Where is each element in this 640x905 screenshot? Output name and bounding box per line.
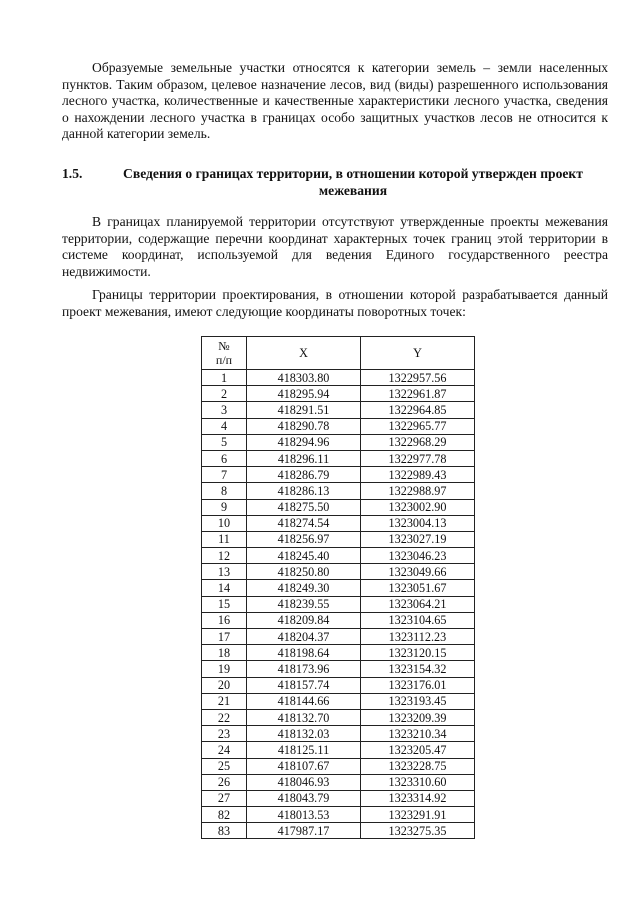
cell-number: 19 (202, 661, 247, 677)
table-row (202, 434, 475, 450)
cell-y: 1323310.60 (361, 774, 475, 790)
cell-x: 418245.40 (247, 548, 361, 564)
table-header-row (202, 337, 475, 370)
cell-y: 1323209.39 (361, 709, 475, 725)
table-row (202, 612, 475, 628)
cell-x: 418274.54 (247, 515, 361, 531)
cell-x: 418286.79 (247, 467, 361, 483)
cell-number: 7 (202, 467, 247, 483)
table-row (202, 467, 475, 483)
cell-number: 17 (202, 629, 247, 645)
table-row (202, 823, 475, 839)
cell-y: 1323154.32 (361, 661, 475, 677)
paragraph-no-approved-projects: В границах планируемой территории отсутствуют утвержденные проекты межевания территории, содержащие перечни координат характерных точек границ этой территории в системе координат, используемой для ведения Единого государственного реестра недвижимости. (62, 214, 608, 279)
cell-number: 3 (202, 402, 247, 418)
cell-x: 418296.11 (247, 450, 361, 466)
table-row (202, 661, 475, 677)
cell-number: 2 (202, 386, 247, 402)
cell-y: 1322968.29 (361, 434, 475, 450)
cell-number: 23 (202, 726, 247, 742)
cell-y: 1322977.78 (361, 450, 475, 466)
table-row (202, 629, 475, 645)
cell-number: 4 (202, 418, 247, 434)
header-number-label: п/п (215, 353, 233, 367)
table-row (202, 726, 475, 742)
table-row (202, 370, 475, 386)
cell-x: 418144.66 (247, 693, 361, 709)
table-row (202, 645, 475, 661)
cell-y: 1323112.23 (361, 629, 475, 645)
header-x: X (247, 337, 361, 370)
cell-y: 1322988.97 (361, 483, 475, 499)
table-row (202, 758, 475, 774)
cell-number: 27 (202, 790, 247, 806)
cell-number: 25 (202, 758, 247, 774)
cell-x: 418209.84 (247, 612, 361, 628)
header-y: Y (361, 337, 475, 370)
cell-y: 1323314.92 (361, 790, 475, 806)
table-row (202, 548, 475, 564)
cell-x: 418125.11 (247, 742, 361, 758)
cell-x: 418132.03 (247, 726, 361, 742)
table-row (202, 693, 475, 709)
cell-x: 418239.55 (247, 596, 361, 612)
cell-x: 418204.37 (247, 629, 361, 645)
table-row (202, 499, 475, 515)
paragraph-boundary-coordinates-intro: Границы территории проектирования, в отношении которой разрабатывается данный проект межевания, имеют следующие координаты поворотных точек: (62, 287, 608, 319)
cell-y: 1323051.67 (361, 580, 475, 596)
cell-y: 1323004.13 (361, 515, 475, 531)
coordinates-table (201, 336, 475, 839)
cell-number: 20 (202, 677, 247, 693)
cell-y: 1323193.45 (361, 693, 475, 709)
cell-number: 82 (202, 807, 247, 823)
table-row (202, 402, 475, 418)
cell-x: 417987.17 (247, 823, 361, 839)
cell-y: 1323176.01 (361, 677, 475, 693)
cell-x: 418275.50 (247, 499, 361, 515)
table-row (202, 483, 475, 499)
table-row (202, 596, 475, 612)
cell-y: 1323002.90 (361, 499, 475, 515)
cell-number: 12 (202, 548, 247, 564)
cell-x: 418173.96 (247, 661, 361, 677)
table-row (202, 418, 475, 434)
header-number (202, 337, 247, 370)
cell-x: 418249.30 (247, 580, 361, 596)
cell-number: 15 (202, 596, 247, 612)
table-row (202, 531, 475, 547)
cell-y: 1323228.75 (361, 758, 475, 774)
cell-y: 1323104.65 (361, 612, 475, 628)
table-row (202, 742, 475, 758)
table-row (202, 807, 475, 823)
cell-y: 1323275.35 (361, 823, 475, 839)
coordinates-table-body (202, 370, 475, 839)
cell-number: 9 (202, 499, 247, 515)
cell-y: 1323291.91 (361, 807, 475, 823)
cell-x: 418295.94 (247, 386, 361, 402)
cell-number: 21 (202, 693, 247, 709)
table-row (202, 580, 475, 596)
cell-number: 83 (202, 823, 247, 839)
table-row (202, 564, 475, 580)
cell-y: 1323064.21 (361, 596, 475, 612)
paragraph-land-category: Образуемые земельные участки относятся к категории земель – земли населенных пунктов. Таким образом, целевое назначение лесов, вид (виды) разрешенного использования лесного участка, количественные и качественные характеристики лесного участка, сведения о нахождении лесного участка в границах особо защитных участков лесов не относится к данной категории земель. (62, 60, 608, 142)
cell-x: 418013.53 (247, 807, 361, 823)
cell-number: 14 (202, 580, 247, 596)
table-row (202, 515, 475, 531)
cell-number: 10 (202, 515, 247, 531)
section-title: Сведения о границах территории, в отношении которой утвержден проект межевания (123, 166, 583, 198)
cell-y: 1323205.47 (361, 742, 475, 758)
cell-x: 418043.79 (247, 790, 361, 806)
cell-x: 418250.80 (247, 564, 361, 580)
cell-y: 1322965.77 (361, 418, 475, 434)
table-row (202, 709, 475, 725)
cell-y: 1323027.19 (361, 531, 475, 547)
cell-x: 418132.70 (247, 709, 361, 725)
cell-x: 418198.64 (247, 645, 361, 661)
cell-y: 1323120.15 (361, 645, 475, 661)
cell-x: 418291.51 (247, 402, 361, 418)
table-row (202, 774, 475, 790)
cell-number: 16 (202, 612, 247, 628)
section-heading (62, 166, 608, 199)
cell-y: 1323046.23 (361, 548, 475, 564)
cell-y: 1323210.34 (361, 726, 475, 742)
cell-x: 418256.97 (247, 531, 361, 547)
table-row (202, 790, 475, 806)
cell-x: 418286.13 (247, 483, 361, 499)
cell-number: 18 (202, 645, 247, 661)
table-row (202, 450, 475, 466)
cell-y: 1322964.85 (361, 402, 475, 418)
cell-number: 26 (202, 774, 247, 790)
cell-x: 418046.93 (247, 774, 361, 790)
cell-number: 1 (202, 370, 247, 386)
cell-x: 418290.78 (247, 418, 361, 434)
cell-y: 1322957.56 (361, 370, 475, 386)
cell-x: 418107.67 (247, 758, 361, 774)
section-number: 1.5. (62, 166, 83, 181)
header-number-symbol: № (218, 339, 230, 353)
cell-y: 1322989.43 (361, 467, 475, 483)
cell-x: 418157.74 (247, 677, 361, 693)
table-row (202, 677, 475, 693)
cell-number: 11 (202, 531, 247, 547)
cell-x: 418303.80 (247, 370, 361, 386)
cell-x: 418294.96 (247, 434, 361, 450)
cell-number: 8 (202, 483, 247, 499)
cell-number: 24 (202, 742, 247, 758)
cell-number: 5 (202, 434, 247, 450)
cell-y: 1322961.87 (361, 386, 475, 402)
cell-number: 22 (202, 709, 247, 725)
table-row (202, 386, 475, 402)
cell-y: 1323049.66 (361, 564, 475, 580)
cell-number: 6 (202, 450, 247, 466)
cell-number: 13 (202, 564, 247, 580)
